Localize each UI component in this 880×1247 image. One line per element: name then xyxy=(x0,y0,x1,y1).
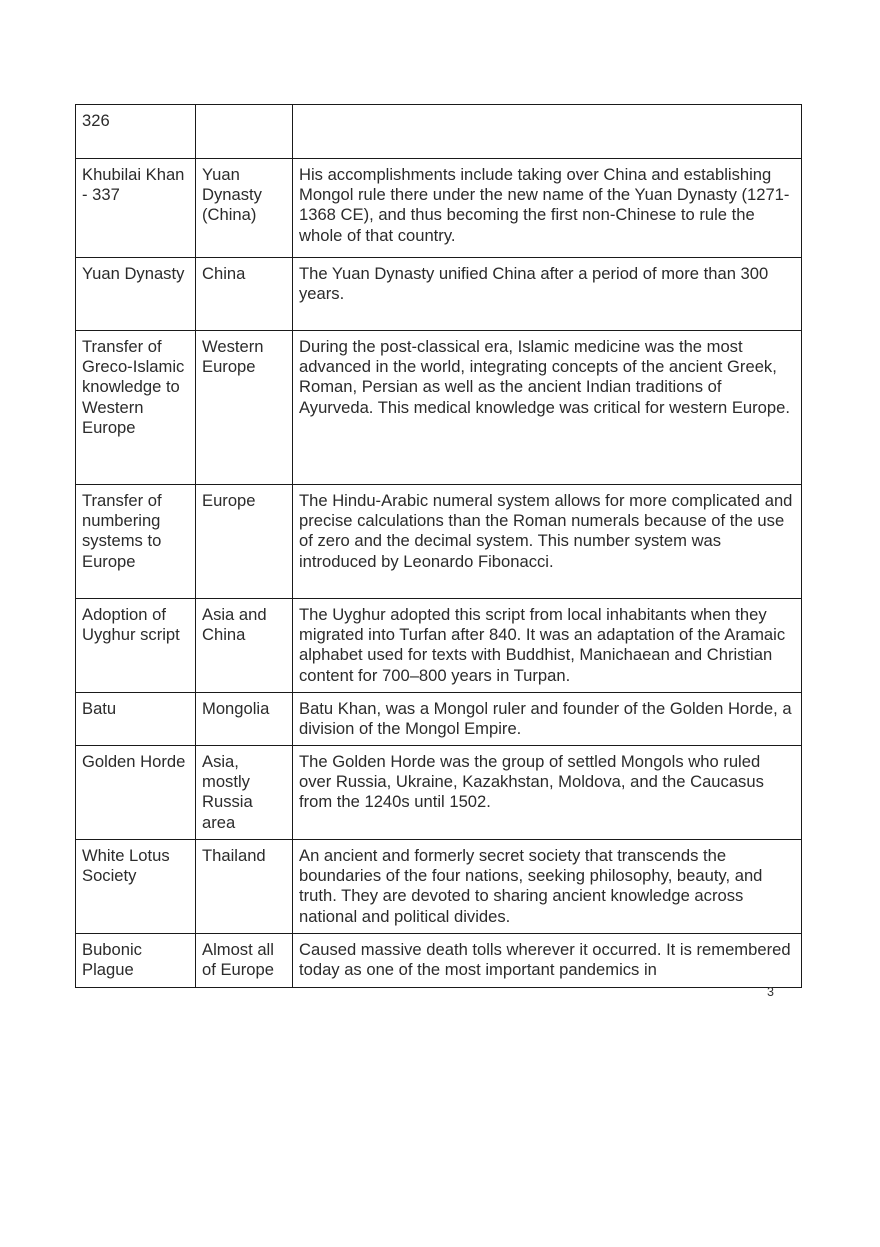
description-cell: The Golden Horde was the group of settled Mongols who ruled over Russia, Ukraine, Kazakhstan, Moldova, and the Caucasus from the 1240s until 1502. xyxy=(293,746,802,840)
location-cell: Asia, mostly Russia area xyxy=(196,746,293,840)
table-row xyxy=(76,105,802,159)
location-cell: Asia and China xyxy=(196,599,293,693)
term-cell: Batu xyxy=(76,693,196,746)
table-row xyxy=(76,934,802,988)
term-cell: Transfer of Greco-Islamic knowledge to Western Europe xyxy=(76,331,196,485)
description-cell: During the post-classical era, Islamic medicine was the most advanced in the world, integrating concepts of the ancient Greek, Roman, Persian as well as the ancient Indian traditions of Ayurveda. This medical knowledge was critical for western Europe. xyxy=(293,331,802,485)
description-cell: Batu Khan, was a Mongol ruler and founder of the Golden Horde, a division of the Mongol Empire. xyxy=(293,693,802,746)
location-cell: China xyxy=(196,258,293,331)
term-cell: Khubilai Khan - 337 xyxy=(76,159,196,258)
history-terms-table xyxy=(75,104,802,988)
table-row xyxy=(76,485,802,599)
description-cell: His accomplishments include taking over China and establishing Mongol rule there under the new name of the Yuan Dynasty (1271-1368 CE), and thus becoming the first non-Chinese to rule the whole of that country. xyxy=(293,159,802,258)
term-cell: Bubonic Plague xyxy=(76,934,196,988)
term-cell: 326 xyxy=(76,105,196,159)
location-cell xyxy=(196,105,293,159)
description-cell: An ancient and formerly secret society that transcends the boundaries of the four nations, seeking philosophy, beauty, and truth. They are devoted to sharing ancient knowledge across national and political divides. xyxy=(293,840,802,934)
term-cell: Yuan Dynasty xyxy=(76,258,196,331)
description-cell xyxy=(293,105,802,159)
page-number: 3 xyxy=(767,985,774,999)
table-row xyxy=(76,746,802,840)
term-cell: White Lotus Society xyxy=(76,840,196,934)
location-cell: Western Europe xyxy=(196,331,293,485)
table-row xyxy=(76,258,802,331)
table-row xyxy=(76,331,802,485)
location-cell: Europe xyxy=(196,485,293,599)
term-cell: Golden Horde xyxy=(76,746,196,840)
table-row xyxy=(76,599,802,693)
table-row xyxy=(76,840,802,934)
description-cell: Caused massive death tolls wherever it occurred. It is remembered today as one of the most important pandemics in xyxy=(293,934,802,988)
location-cell: Mongolia xyxy=(196,693,293,746)
description-cell: The Hindu-Arabic numeral system allows for more complicated and precise calculations than the Roman numerals because of the use of zero and the decimal system. This number system was introduced by Leonardo Fibonacci. xyxy=(293,485,802,599)
term-cell: Transfer of numbering systems to Europe xyxy=(76,485,196,599)
location-cell: Thailand xyxy=(196,840,293,934)
table-row xyxy=(76,159,802,258)
location-cell: Yuan Dynasty (China) xyxy=(196,159,293,258)
description-cell: The Yuan Dynasty unified China after a period of more than 300 years. xyxy=(293,258,802,331)
description-cell: The Uyghur adopted this script from local inhabitants when they migrated into Turfan after 840. It was an adaptation of the Aramaic alphabet used for texts with Buddhist, Manichaean and Christian content for 700–800 years in Turpan. xyxy=(293,599,802,693)
table-row xyxy=(76,693,802,746)
term-cell: Adoption of Uyghur script xyxy=(76,599,196,693)
location-cell: Almost all of Europe xyxy=(196,934,293,988)
